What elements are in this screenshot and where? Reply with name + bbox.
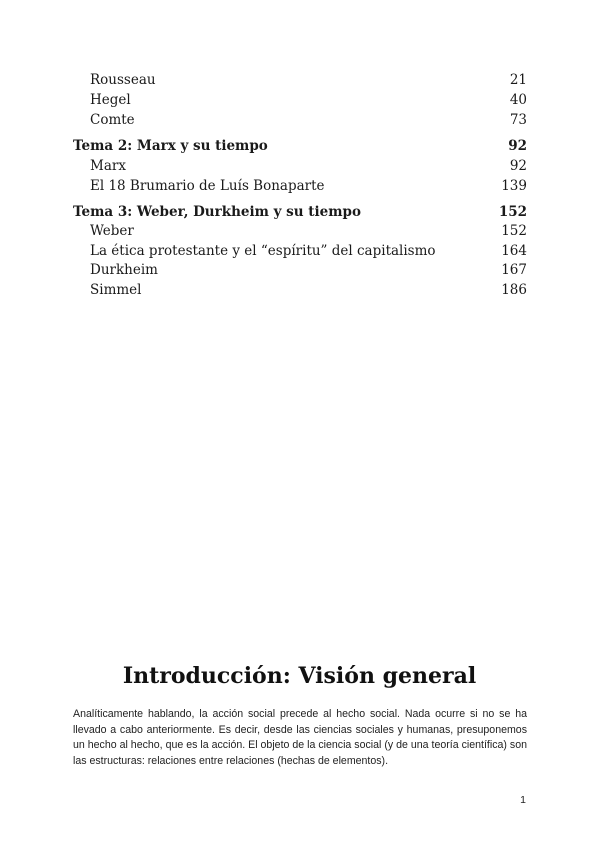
toc-heading-title: Tema 3: Weber, Durkheim y su tiempo bbox=[73, 204, 361, 220]
toc-entry-title: Marx bbox=[90, 158, 126, 174]
toc-entry-brumario[interactable] bbox=[73, 176, 527, 196]
toc-entry-page: 186 bbox=[501, 282, 527, 298]
toc-entry-marx[interactable] bbox=[73, 156, 527, 176]
toc-heading-page: 92 bbox=[508, 138, 527, 154]
toc-entry-weber[interactable] bbox=[73, 221, 527, 241]
toc-heading-tema-3[interactable] bbox=[73, 202, 527, 222]
section-title: Introducción: Visión general bbox=[122, 663, 477, 689]
toc-entry-title: Comte bbox=[90, 112, 135, 128]
page-number: 1 bbox=[520, 794, 526, 806]
toc-entry-title: El 18 Brumario de Luís Bonaparte bbox=[90, 178, 325, 194]
toc-entry-title: Durkheim bbox=[90, 262, 158, 278]
toc-entry-title: Rousseau bbox=[90, 72, 156, 88]
toc-entry-etica-protestante[interactable] bbox=[73, 241, 527, 261]
toc-entry-title: Weber bbox=[90, 223, 134, 239]
toc-entry-durkheim[interactable] bbox=[73, 260, 527, 280]
toc-entry-page: 40 bbox=[509, 92, 527, 108]
toc-entry-page: 92 bbox=[509, 158, 527, 174]
toc-entry-comte[interactable] bbox=[73, 110, 527, 130]
toc-entry-page: 164 bbox=[501, 243, 527, 259]
toc-entry-page: 139 bbox=[501, 178, 527, 194]
toc-entry-title: Hegel bbox=[90, 92, 131, 108]
toc-heading-tema-2[interactable] bbox=[73, 136, 527, 156]
toc-entry-page: 73 bbox=[509, 112, 527, 128]
toc-entry-page: 152 bbox=[501, 223, 527, 239]
toc-heading-title: Tema 2: Marx y su tiempo bbox=[73, 138, 268, 154]
intro-paragraph: Analíticamente hablando, la acción social precede al hecho social. Nada ocurre si no se ha llevado a cabo anteriormente. Es decir, desde las ciencias sociales y humanas, presuponemos un hecho al hecho, que es la acción. El objeto de la ciencia social (y de una teoría científica) son las estructuras: relaciones entre relaciones (hechas de elementos). bbox=[73, 708, 527, 767]
toc-entry-page: 21 bbox=[509, 72, 527, 88]
toc-entry-title: La ética protestante y el “espíritu” del capitalismo bbox=[90, 243, 436, 259]
toc-heading-page: 152 bbox=[498, 204, 527, 220]
toc-entry-simmel[interactable] bbox=[73, 280, 527, 300]
toc-entry-hegel[interactable] bbox=[73, 90, 527, 110]
toc-entry-rousseau[interactable] bbox=[73, 70, 527, 90]
toc-entry-page: 167 bbox=[501, 262, 527, 278]
toc-entry-title: Simmel bbox=[90, 282, 142, 298]
